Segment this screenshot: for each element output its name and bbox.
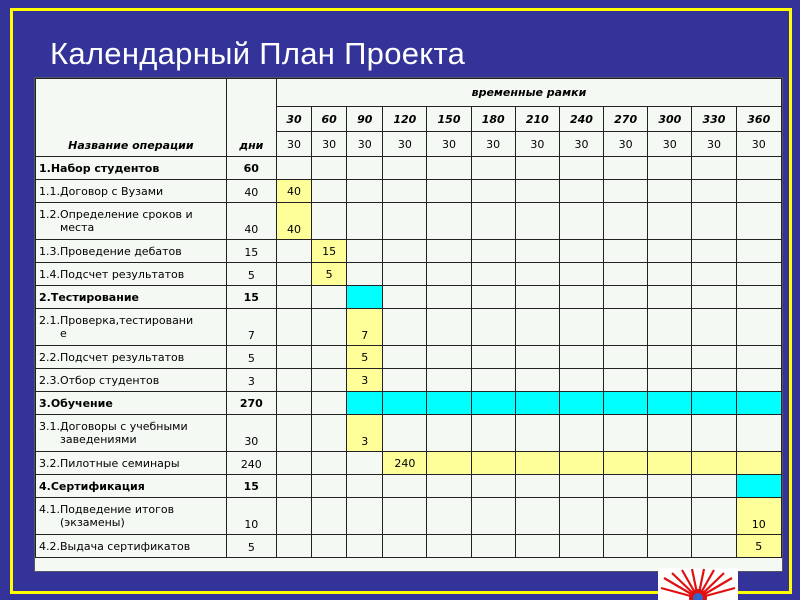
operation-name: 2.1.Проверка,тестировани е <box>36 309 227 346</box>
timeline-cell <box>648 240 692 263</box>
header-duration: 30 <box>559 132 603 157</box>
section-row <box>36 475 782 498</box>
timeline-cell <box>692 309 736 346</box>
timeline-cell <box>604 240 648 263</box>
timeline-cell <box>312 475 347 498</box>
timeline-cell <box>471 180 515 203</box>
header-period-330: 330 <box>692 107 736 132</box>
timeline-bar-cell <box>648 452 692 475</box>
timeline-cell <box>648 157 692 180</box>
timeline-bar-cell <box>604 392 648 415</box>
timeline-cell <box>736 263 781 286</box>
header-duration: 30 <box>312 132 347 157</box>
timeline-cell <box>515 263 559 286</box>
timeline-cell <box>276 309 311 346</box>
timeline-cell <box>692 157 736 180</box>
timeline-cell <box>736 415 781 452</box>
timeline-cell <box>276 286 311 309</box>
timeline-cell <box>276 346 311 369</box>
timeline-bar-cell <box>471 452 515 475</box>
timeline-cell <box>383 203 427 240</box>
timeline-cell <box>692 240 736 263</box>
task-row <box>36 415 782 452</box>
timeline-bar-cell <box>559 452 603 475</box>
operation-days: 60 <box>226 157 276 180</box>
operation-days: 240 <box>226 452 276 475</box>
header-period-30: 30 <box>276 107 311 132</box>
operation-days: 15 <box>226 286 276 309</box>
timeline-cell <box>312 203 347 240</box>
operation-days: 5 <box>226 346 276 369</box>
timeline-cell <box>559 286 603 309</box>
timeline-bar-cell <box>692 392 736 415</box>
timeline-cell <box>312 535 347 558</box>
section-row <box>36 392 782 415</box>
header-period-150: 150 <box>427 107 471 132</box>
section-row <box>36 286 782 309</box>
timeline-bar-cell: 5 <box>347 346 383 369</box>
timeline-cell <box>427 498 471 535</box>
timeline-cell <box>347 203 383 240</box>
header-period-270: 270 <box>604 107 648 132</box>
timeline-cell <box>383 157 427 180</box>
timeline-cell <box>515 369 559 392</box>
timeline-cell <box>427 475 471 498</box>
operation-name: 3.1.Договоры с учебными заведениями <box>36 415 227 452</box>
task-row <box>36 452 782 475</box>
timeline-bar-cell <box>471 392 515 415</box>
operation-name: 1.Набор студентов <box>36 157 227 180</box>
task-row <box>36 535 782 558</box>
timeline-cell <box>471 369 515 392</box>
logo-emblem <box>658 568 738 600</box>
timeline-bar-cell: 240 <box>383 452 427 475</box>
timeline-cell <box>736 203 781 240</box>
timeline-cell <box>471 346 515 369</box>
timeline-cell <box>427 240 471 263</box>
header-duration: 30 <box>383 132 427 157</box>
timeline-bar-cell: 3 <box>347 415 383 452</box>
header-period-60: 60 <box>312 107 347 132</box>
timeline-cell <box>692 369 736 392</box>
operation-name: 1.2.Определение сроков и места <box>36 203 227 240</box>
timeline-cell <box>347 180 383 203</box>
operation-days: 270 <box>226 392 276 415</box>
timeline-cell <box>515 157 559 180</box>
timeline-cell <box>312 309 347 346</box>
section-row <box>36 157 782 180</box>
timeline-cell <box>692 263 736 286</box>
timeline-cell <box>312 498 347 535</box>
timeline-cell <box>347 535 383 558</box>
header-period-360: 360 <box>736 107 781 132</box>
operation-name: 2.Тестирование <box>36 286 227 309</box>
operation-name: 2.2.Подсчет результатов <box>36 346 227 369</box>
timeline-cell <box>312 346 347 369</box>
timeline-bar-cell <box>347 286 383 309</box>
operation-name: 1.4.Подсчет результатов <box>36 263 227 286</box>
task-row <box>36 369 782 392</box>
timeline-cell <box>383 240 427 263</box>
timeline-cell <box>276 369 311 392</box>
timeline-cell <box>312 452 347 475</box>
timeline-cell <box>347 157 383 180</box>
timeline-cell <box>427 346 471 369</box>
timeline-cell <box>471 286 515 309</box>
timeline-cell <box>471 535 515 558</box>
timeline-cell <box>427 415 471 452</box>
timeline-cell <box>471 263 515 286</box>
timeline-cell <box>604 498 648 535</box>
timeline-cell <box>471 309 515 346</box>
timeline-cell <box>347 240 383 263</box>
timeline-cell <box>312 369 347 392</box>
header-duration: 30 <box>276 132 311 157</box>
timeline-cell <box>648 498 692 535</box>
timeline-cell <box>276 415 311 452</box>
timeline-cell <box>427 203 471 240</box>
timeline-bar-cell: 40 <box>276 180 311 203</box>
operation-days: 30 <box>226 415 276 452</box>
operation-days: 5 <box>226 535 276 558</box>
timeline-bar-cell: 10 <box>736 498 781 535</box>
timeline-cell <box>559 157 603 180</box>
timeline-cell <box>427 535 471 558</box>
timeline-cell <box>559 369 603 392</box>
operation-days: 5 <box>226 263 276 286</box>
timeline-cell <box>383 498 427 535</box>
timeline-bar-cell <box>515 452 559 475</box>
timeline-bar-cell <box>427 452 471 475</box>
header-duration: 30 <box>692 132 736 157</box>
timeline-cell <box>559 203 603 240</box>
header-days: дни <box>226 79 276 157</box>
timeline-cell <box>276 475 311 498</box>
timeline-cell <box>383 369 427 392</box>
operation-days: 40 <box>226 203 276 240</box>
task-row <box>36 263 782 286</box>
header-period-90: 90 <box>347 107 383 132</box>
timeline-cell <box>559 415 603 452</box>
timeline-cell <box>648 346 692 369</box>
timeline-cell <box>276 392 311 415</box>
header-duration: 30 <box>736 132 781 157</box>
timeline-cell <box>347 475 383 498</box>
timeline-bar-cell <box>515 392 559 415</box>
timeline-cell <box>515 180 559 203</box>
timeline-cell <box>471 240 515 263</box>
timeline-bar-cell <box>604 452 648 475</box>
header-duration: 30 <box>604 132 648 157</box>
timeline-bar-cell: 40 <box>276 203 311 240</box>
task-row <box>36 309 782 346</box>
slide-title: Календарный План Проекта <box>50 36 466 71</box>
timeline-cell <box>648 180 692 203</box>
timeline-cell <box>515 475 559 498</box>
timeline-cell <box>559 475 603 498</box>
timeline-cell <box>559 263 603 286</box>
header-duration: 30 <box>427 132 471 157</box>
timeline-cell <box>604 157 648 180</box>
project-schedule-table-wrap <box>34 77 783 572</box>
timeline-bar-cell: 3 <box>347 369 383 392</box>
timeline-cell <box>383 346 427 369</box>
timeline-bar-cell <box>692 452 736 475</box>
timeline-bar-cell <box>648 392 692 415</box>
timeline-cell <box>427 263 471 286</box>
timeline-cell <box>736 346 781 369</box>
timeline-cell <box>383 263 427 286</box>
timeline-cell <box>471 475 515 498</box>
timeline-bar-cell <box>347 392 383 415</box>
timeline-cell <box>559 535 603 558</box>
timeline-cell <box>559 240 603 263</box>
timeline-bar-cell <box>559 392 603 415</box>
task-row <box>36 346 782 369</box>
header-period-210: 210 <box>515 107 559 132</box>
timeline-cell <box>383 475 427 498</box>
timeline-cell <box>648 415 692 452</box>
header-operation-name: Название операции <box>36 79 227 157</box>
timeline-cell <box>383 415 427 452</box>
timeline-cell <box>312 286 347 309</box>
timeline-cell <box>427 180 471 203</box>
header-duration: 30 <box>515 132 559 157</box>
timeline-cell <box>559 180 603 203</box>
timeline-cell <box>383 180 427 203</box>
header-duration: 30 <box>347 132 383 157</box>
timeline-bar-cell <box>736 392 781 415</box>
timeline-cell <box>736 286 781 309</box>
timeline-cell <box>648 203 692 240</box>
operation-days: 10 <box>226 498 276 535</box>
timeline-cell <box>648 286 692 309</box>
operation-name: 1.3.Проведение дебатов <box>36 240 227 263</box>
operation-name: 3.Обучение <box>36 392 227 415</box>
timeline-cell <box>471 157 515 180</box>
operation-name: 3.2.Пилотные семинары <box>36 452 227 475</box>
timeline-cell <box>604 475 648 498</box>
timeline-cell <box>276 535 311 558</box>
timeline-cell <box>559 498 603 535</box>
task-row <box>36 203 782 240</box>
timeline-cell <box>515 286 559 309</box>
operation-name: 4.Сертификация <box>36 475 227 498</box>
timeline-cell <box>276 452 311 475</box>
header-duration: 30 <box>648 132 692 157</box>
timeline-cell <box>692 498 736 535</box>
timeline-cell <box>604 309 648 346</box>
timeline-cell <box>692 415 736 452</box>
header-period-180: 180 <box>471 107 515 132</box>
timeline-cell <box>427 157 471 180</box>
header-time-frames: временные рамки <box>276 79 781 107</box>
timeline-cell <box>312 180 347 203</box>
timeline-cell <box>276 240 311 263</box>
timeline-bar-cell: 7 <box>347 309 383 346</box>
timeline-cell <box>692 286 736 309</box>
header-duration: 30 <box>471 132 515 157</box>
timeline-cell <box>515 309 559 346</box>
task-row <box>36 240 782 263</box>
timeline-cell <box>312 157 347 180</box>
timeline-cell <box>736 369 781 392</box>
timeline-cell <box>276 498 311 535</box>
timeline-cell <box>383 309 427 346</box>
timeline-cell <box>604 346 648 369</box>
timeline-bar-cell: 5 <box>312 263 347 286</box>
timeline-cell <box>692 475 736 498</box>
timeline-cell <box>648 263 692 286</box>
timeline-cell <box>515 240 559 263</box>
timeline-cell <box>471 415 515 452</box>
header-period-300: 300 <box>648 107 692 132</box>
timeline-cell <box>427 369 471 392</box>
timeline-bar-cell: 15 <box>312 240 347 263</box>
timeline-cell <box>736 180 781 203</box>
timeline-cell <box>604 415 648 452</box>
timeline-cell <box>312 415 347 452</box>
timeline-cell <box>604 535 648 558</box>
operation-days: 40 <box>226 180 276 203</box>
timeline-cell <box>692 180 736 203</box>
timeline-cell <box>604 203 648 240</box>
timeline-bar-cell: 5 <box>736 535 781 558</box>
operation-days: 15 <box>226 240 276 263</box>
timeline-bar-cell <box>383 392 427 415</box>
timeline-bar-cell <box>427 392 471 415</box>
timeline-cell <box>427 309 471 346</box>
timeline-cell <box>471 498 515 535</box>
header-period-120: 120 <box>383 107 427 132</box>
timeline-cell <box>692 535 736 558</box>
timeline-cell <box>383 286 427 309</box>
timeline-cell <box>559 309 603 346</box>
timeline-cell <box>604 286 648 309</box>
timeline-cell <box>312 392 347 415</box>
timeline-bar-cell <box>736 452 781 475</box>
timeline-cell <box>471 203 515 240</box>
timeline-cell <box>648 535 692 558</box>
timeline-cell <box>347 498 383 535</box>
timeline-cell <box>736 309 781 346</box>
timeline-cell <box>604 263 648 286</box>
timeline-cell <box>427 286 471 309</box>
timeline-cell <box>559 346 603 369</box>
timeline-bar-cell <box>736 475 781 498</box>
timeline-cell <box>515 203 559 240</box>
timeline-cell <box>276 263 311 286</box>
operation-name: 2.3.Отбор студентов <box>36 369 227 392</box>
timeline-cell <box>604 180 648 203</box>
timeline-cell <box>648 309 692 346</box>
timeline-cell <box>515 498 559 535</box>
timeline-cell <box>604 369 648 392</box>
operation-days: 15 <box>226 475 276 498</box>
operation-name: 1.1.Договор с Вузами <box>36 180 227 203</box>
timeline-cell <box>648 369 692 392</box>
timeline-cell <box>347 452 383 475</box>
operation-name: 4.2.Выдача сертификатов <box>36 535 227 558</box>
timeline-cell <box>276 157 311 180</box>
timeline-cell <box>515 535 559 558</box>
timeline-cell <box>692 203 736 240</box>
timeline-cell <box>515 415 559 452</box>
timeline-cell <box>648 475 692 498</box>
header-period-240: 240 <box>559 107 603 132</box>
timeline-cell <box>347 263 383 286</box>
operation-name: 4.1.Подведение итогов (экзамены) <box>36 498 227 535</box>
project-schedule-table <box>35 78 782 558</box>
timeline-cell <box>736 240 781 263</box>
operation-days: 7 <box>226 309 276 346</box>
operation-days: 3 <box>226 369 276 392</box>
task-row <box>36 180 782 203</box>
task-row <box>36 498 782 535</box>
timeline-cell <box>736 157 781 180</box>
timeline-cell <box>383 535 427 558</box>
timeline-cell <box>515 346 559 369</box>
timeline-cell <box>692 346 736 369</box>
